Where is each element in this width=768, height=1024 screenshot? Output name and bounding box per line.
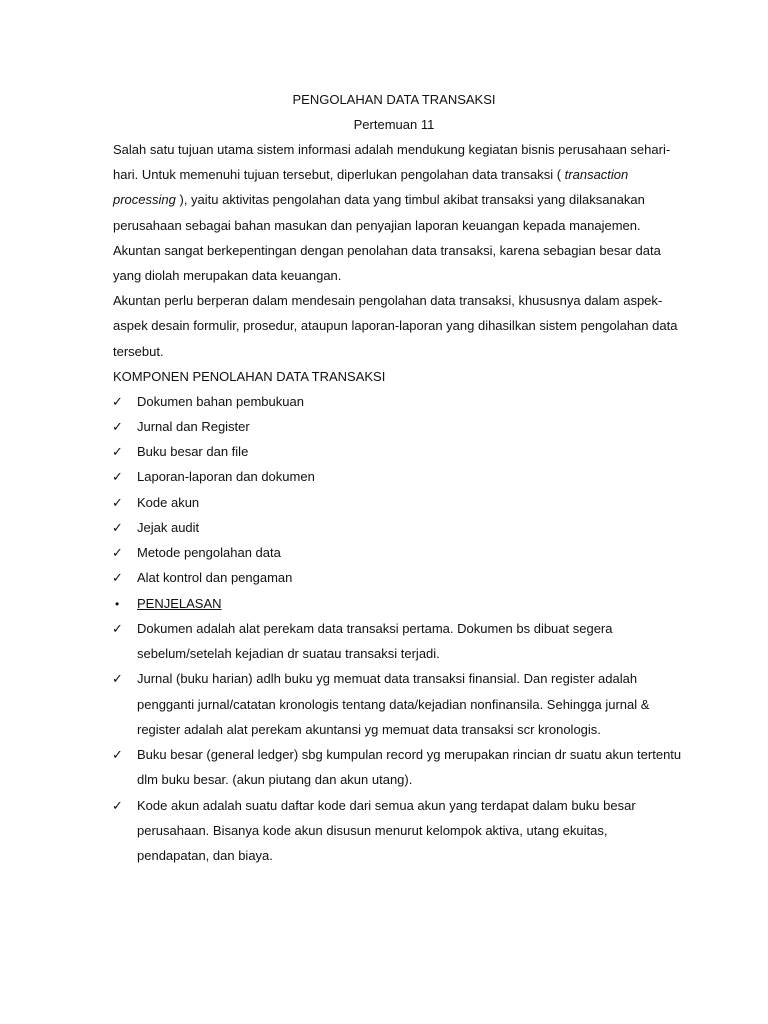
check-icon: ✓ [112, 747, 123, 762]
penjelasan-line: Dokumen adalah alat perekam data transaksi pertama. Dokumen bs dibuat segera [137, 621, 613, 636]
penjelasan-line: Kode akun adalah suatu daftar kode dari semua akun yang terdapat dalam buku besar [137, 798, 636, 813]
check-icon: ✓ [112, 798, 123, 813]
intro-line-4: perusahaan sebagai bahan masukan dan penyajian laporan keuangan kepada manajemen. [113, 218, 641, 233]
list-item-text: Dokumen bahan pembukuan [137, 394, 304, 409]
list-item-text: Alat kontrol dan pengaman [137, 570, 293, 585]
penjelasan-line: Jurnal (buku harian) adlh buku yg memuat data transaksi finansial. Dan register adalah [137, 671, 638, 686]
check-icon: ✓ [112, 621, 123, 636]
list-item-text: Kode akun [137, 495, 200, 510]
intro-line-9: tersebut. [113, 344, 164, 359]
intro-line-8: aspek desain formulir, prosedur, ataupun laporan-laporan yang dihasilkan sistem pengolahan data [113, 318, 678, 333]
penjelasan-line: register adalah alat perekam akuntansi yg memuat data transaksi scr kronologis. [137, 722, 601, 737]
check-icon: ✓ [112, 570, 123, 585]
penjelasan-line: perusahaan. Bisanya kode akun disusun menurut kelompok aktiva, utang ekuitas, [137, 823, 608, 838]
document-subtitle: Pertemuan 11 [353, 117, 435, 132]
check-icon: ✓ [112, 495, 123, 510]
penjelasan-line: pendapatan, dan biaya. [137, 848, 273, 863]
list-item-text: Jejak audit [137, 520, 200, 535]
check-icon: ✓ [112, 419, 123, 434]
komponen-heading: KOMPONEN PENOLAHAN DATA TRANSAKSI [113, 369, 386, 384]
penjelasan-line: Buku besar (general ledger) sbg kumpulan record yg merupakan rincian dr suatu akun tertentu [137, 747, 682, 762]
check-icon: ✓ [112, 444, 123, 459]
intro-line-1: Salah satu tujuan utama sistem informasi adalah mendukung kegiatan bisnis perusahaan sehari- [113, 142, 671, 157]
penjelasan-line: pengganti jurnal/catatan kronologis tentang data/kejadian nonfinansila. Sehingga jurnal & [137, 697, 650, 712]
intro-line-5: Akuntan sangat berkepentingan dengan penolahan data transaksi, karena sebagian besar data [113, 243, 661, 258]
penjelasan-line: sebelum/setelah kejadian dr suatau transaksi terjadi. [137, 646, 440, 661]
intro-line-3: processing ), yaitu aktivitas pengolahan data yang timbul akibat transaksi yang dilaksanakan [113, 192, 645, 207]
list-item-text: Metode pengolahan data [137, 545, 281, 560]
check-icon: ✓ [112, 520, 123, 535]
document-title: PENGOLAHAN DATA TRANSAKSI [292, 92, 496, 107]
penjelasan-line: dlm buku besar. (akun piutang dan akun utang). [137, 772, 413, 787]
check-icon: ✓ [112, 394, 123, 409]
intro-line-7: Akuntan perlu berperan dalam mendesain pengolahan data transaksi, khususnya dalam aspek- [113, 293, 663, 308]
bullet-icon: • [115, 597, 120, 611]
check-icon: ✓ [112, 469, 123, 484]
intro-line-6: yang diolah merupakan data keuangan. [113, 268, 342, 283]
check-icon: ✓ [112, 545, 123, 560]
check-icon: ✓ [112, 671, 123, 686]
list-item-text: Jurnal dan Register [137, 419, 250, 434]
penjelasan-heading: PENJELASAN [137, 596, 222, 611]
list-item-text: Buku besar dan file [137, 444, 249, 459]
list-item-text: Laporan-laporan dan dokumen [137, 469, 315, 484]
intro-line-2: hari. Untuk memenuhi tujuan tersebut, diperlukan pengolahan data transaksi ( transaction [113, 167, 629, 182]
